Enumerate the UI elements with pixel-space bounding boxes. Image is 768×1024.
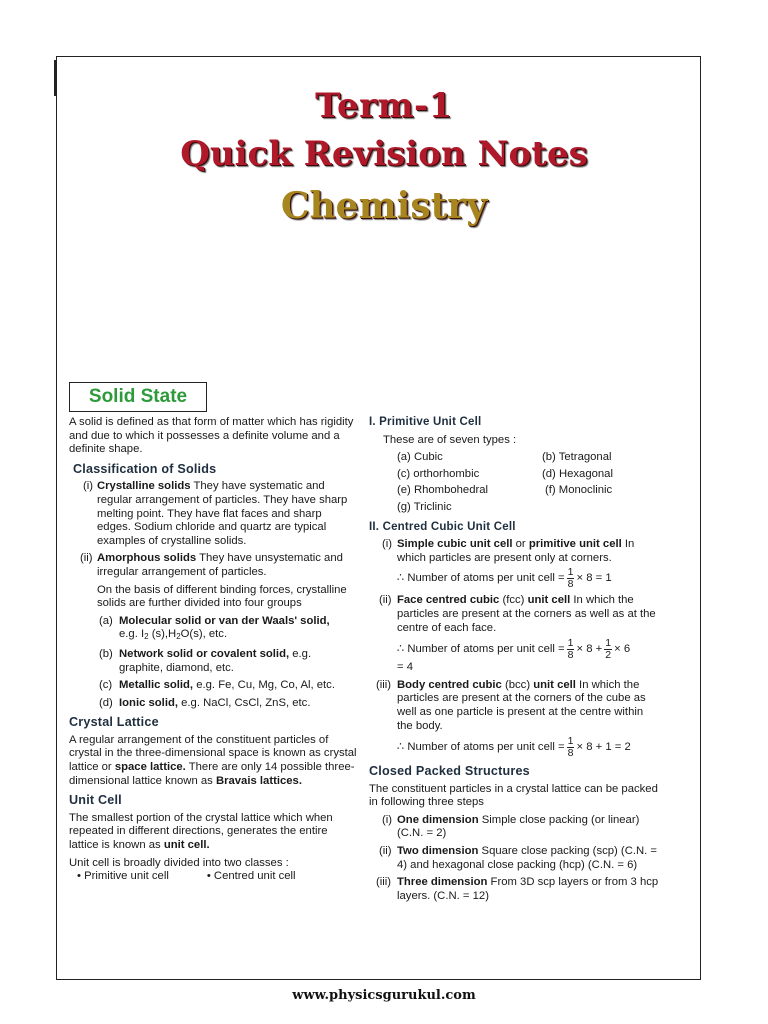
item-text: or <box>512 538 529 551</box>
list-item <box>69 552 357 579</box>
formula-fcc <box>369 638 659 661</box>
fraction <box>567 638 575 661</box>
classification-heading: Classification of Solids <box>73 461 217 476</box>
item-text: Simple close packing (or linear) (C.N. = 2) <box>397 813 640 840</box>
formula-lead: ∴ Number of atoms per unit cell = <box>397 572 565 585</box>
item-text: In which the particles are present at the corners of the cube as well as one particle is present at the centre within the body. <box>397 678 646 732</box>
footer-website: www.physicsgurukul.com <box>292 988 476 1003</box>
list-item: • Primitive unit cell <box>77 870 169 883</box>
lattice-text: There are only 14 possible three-dimensional lattice known as <box>69 761 355 787</box>
item-marker: (d) <box>99 696 113 709</box>
term: Body centred cubic <box>397 678 502 691</box>
formula-tail: × 8 = 1 <box>576 572 612 585</box>
list-item: (a) Cubic <box>397 451 443 464</box>
item-marker: (i) <box>83 480 94 493</box>
unitcell-paragraph <box>69 812 357 853</box>
unitcell-text: The smallest portion of the crystal lattice which when repeated in different directions, generates the entire lattice is known as <box>69 811 333 852</box>
title-notes: Quick Revision Notes <box>180 134 588 174</box>
list-item <box>369 679 659 733</box>
item-marker: (b) <box>99 647 113 660</box>
term: Ionic solid, <box>119 696 178 709</box>
term: Network solid or covalent solid, <box>119 647 290 660</box>
item-text: e.g. NaCl, CsCl, ZnS, etc. <box>178 696 311 709</box>
item-text: From 3D scp layers or from 3 hcp layers. (C.N. = 12) <box>397 876 659 902</box>
primitive-heading: I. Primitive Unit Cell <box>369 416 482 428</box>
item-marker: (a) <box>99 614 113 627</box>
formula-result: = 4 <box>397 661 414 674</box>
item-text: (fcc) <box>499 594 528 607</box>
term: space lattice. <box>114 761 186 774</box>
item-text: In which particles are present only at corners. <box>397 538 635 564</box>
section-title: Solid State <box>88 386 188 407</box>
primitive-intro: These are of seven types : <box>383 433 517 446</box>
formula-tail: × 8 + 1 = 2 <box>576 740 631 753</box>
item-text: (s),H <box>148 628 177 641</box>
list-item <box>69 697 357 711</box>
closed-packed-heading: Closed Packed Structures <box>369 764 530 779</box>
item-text: (bcc) <box>501 678 534 691</box>
numerator: 1 <box>567 566 574 579</box>
list-item: (b) Tetragonal <box>542 451 612 464</box>
section-header-box <box>69 382 207 412</box>
numerator: 1 <box>567 637 574 650</box>
item-marker: (iii) <box>376 678 392 691</box>
term: primitive unit cell <box>528 538 622 551</box>
denominator: 8 <box>567 578 574 591</box>
list-item <box>69 679 357 693</box>
formula-tail: × 6 <box>614 642 631 655</box>
title-term: Term-1 <box>315 86 453 126</box>
item-text: They have unsystematic and irregular arrangement of particles. <box>97 552 343 578</box>
term: Molecular solid or van der Waals' solid, <box>119 614 330 627</box>
lattice-text: A regular arrangement of the constituent particles of crystal in the three-dimensional space is known as crystal lattice or <box>69 733 357 774</box>
item-marker: (i) <box>382 538 393 551</box>
left-column <box>69 416 357 884</box>
item-text: In which the particles are present at the corners as well as at the centre of each face. <box>397 594 656 634</box>
list-item: (d) Hexagonal <box>542 467 613 480</box>
item-text: Square close packing (scp) (C.N. = 4) and hexagonal close packing (hcp) (C.N. = 6) <box>397 845 658 871</box>
item-marker: (c) <box>99 679 113 692</box>
item-marker: (ii) <box>379 594 392 607</box>
list-item <box>369 814 659 841</box>
list-item <box>69 615 357 644</box>
term: Bravais lattices. <box>215 774 302 787</box>
term: Metallic solid, <box>119 679 194 692</box>
formula-lead: ∴ Number of atoms per unit cell = <box>397 642 565 655</box>
fraction <box>567 736 575 759</box>
bullet-list <box>69 870 357 884</box>
term: Three dimension <box>397 876 488 889</box>
lattice-paragraph <box>69 734 357 788</box>
list-item: • Centred unit cell <box>206 870 296 883</box>
numerator: 1 <box>567 735 574 748</box>
list-item <box>369 594 659 635</box>
denominator: 8 <box>567 649 574 662</box>
subscript: 2 <box>176 632 181 642</box>
term: Crystalline solids <box>97 480 191 493</box>
denominator: 8 <box>567 747 574 760</box>
title-subject: Chemistry <box>280 185 488 227</box>
centred-heading: II. Centred Cubic Unit Cell <box>369 520 516 533</box>
item-text: e.g. I <box>119 628 145 641</box>
subscript: 2 <box>144 632 149 642</box>
list-item: (e) Rhombohedral <box>397 484 489 497</box>
term: Two dimension <box>397 845 479 858</box>
formula-bcc <box>369 736 659 759</box>
item-text: e.g. Fe, Cu, Mg, Co, Al, etc. <box>193 679 335 692</box>
term: Amorphous solids <box>97 552 197 565</box>
basis-paragraph: On the basis of different binding forces, crystalline solids are further divided into four groups <box>97 583 347 610</box>
intro-paragraph: A solid is defined as that form of matter which has rigidity and due to which it possesses a definite volume and a definite shape. <box>69 416 354 456</box>
denominator: 2 <box>605 649 612 662</box>
term: One dimension <box>397 813 479 826</box>
term: Face centred cubic <box>397 594 500 607</box>
list-item <box>369 876 659 903</box>
packed-intro: The constituent particles in a crystal lattice can be packed in following three steps <box>369 782 658 809</box>
types-list <box>369 451 659 514</box>
item-marker: (ii) <box>80 552 93 565</box>
item-marker: (ii) <box>379 845 392 858</box>
right-column <box>369 416 659 903</box>
crystal-lattice-heading: Crystal Lattice <box>69 715 159 730</box>
term: unit cell <box>527 594 571 607</box>
item-marker: (i) <box>382 813 393 826</box>
list-item <box>69 648 357 675</box>
unit-cell-heading: Unit Cell <box>69 793 122 808</box>
list-item <box>369 538 659 565</box>
item-text: e.g. graphite, diamond, etc. <box>119 647 312 674</box>
item-marker: (iii) <box>376 876 392 889</box>
term: unit cell. <box>163 839 210 852</box>
formula-mid: × 8 + <box>576 642 603 655</box>
list-item <box>369 845 659 872</box>
list-item: (g) Triclinic <box>397 500 452 513</box>
formula-simple-cubic <box>369 567 659 590</box>
numerator: 1 <box>605 637 612 650</box>
term: unit cell <box>533 678 576 691</box>
formula-lead: ∴ Number of atoms per unit cell = <box>397 740 565 753</box>
unitcell-classes: Unit cell is broadly divided into two classes : <box>69 856 289 869</box>
list-item: (c) orthorhombic <box>397 467 480 480</box>
list-item <box>69 480 357 548</box>
list-item: (f) Monoclinic <box>545 484 613 497</box>
fraction <box>604 638 612 661</box>
term: Simple cubic unit cell <box>397 538 513 551</box>
item-text: O(s), etc. <box>180 628 228 641</box>
fraction <box>567 567 575 590</box>
item-text: They have systematic and regular arrangement of particles. They have sharp melting point. They have flat faces and sharp edges. Sodium chloride and quartz are typical examples of crystalline solids. <box>97 480 348 547</box>
